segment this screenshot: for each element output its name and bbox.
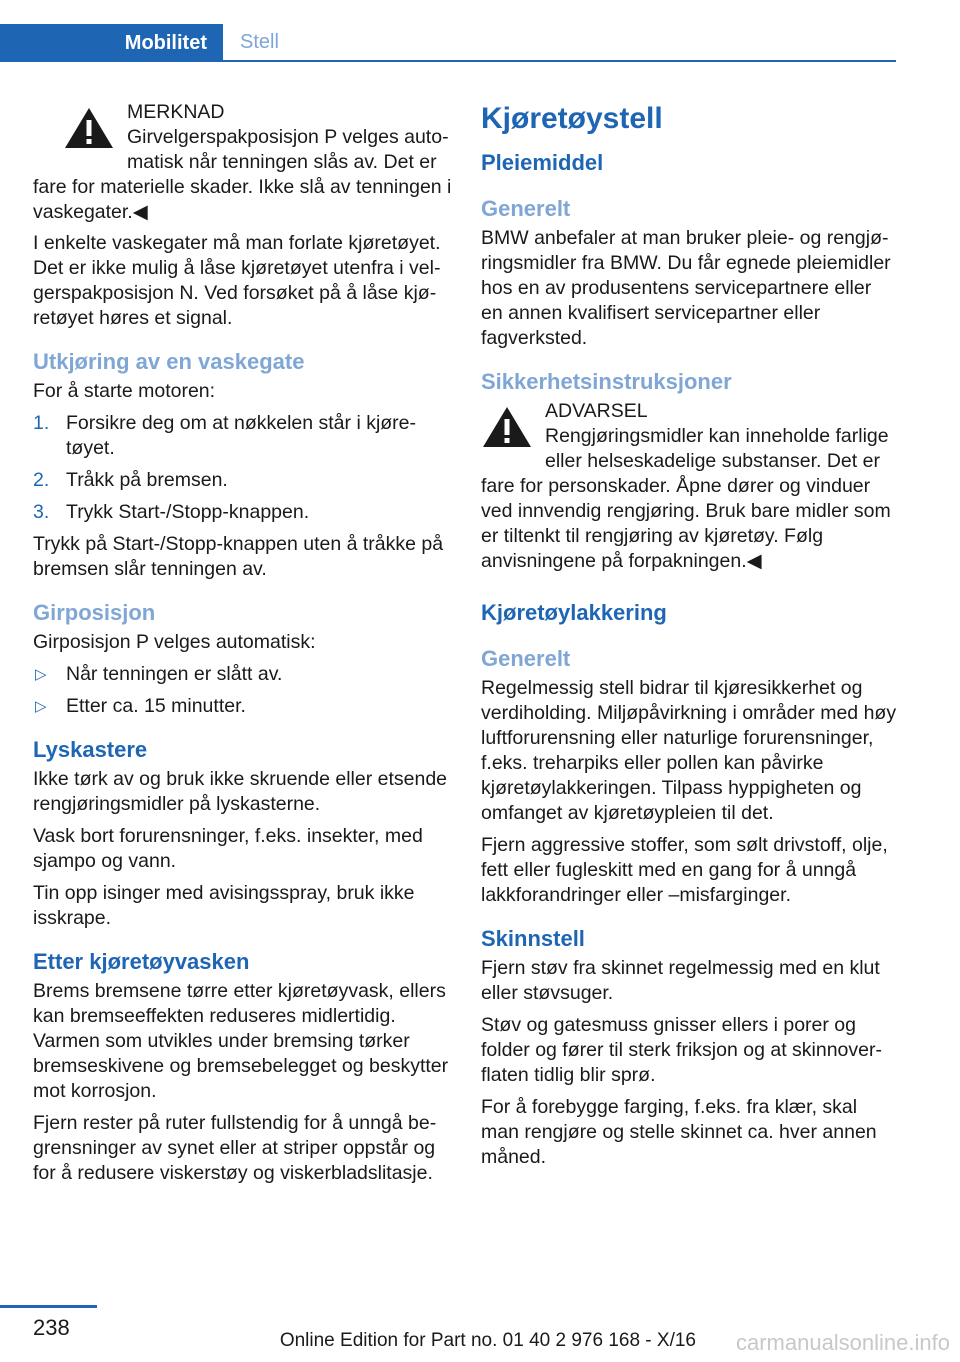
bullet-list [33,662,453,719]
paragraph-start: For å starte motoren: [33,380,216,402]
triangle-bullet-icon: ▷ [35,666,47,683]
heading-generelt-1: Generelt [481,196,571,221]
heading-etter-vask: Etter kjøretøyvasken [33,949,250,974]
heading-kjoretoystell: Kjøretøystell [481,102,663,135]
heading-lyskastere: Lyskastere [33,737,148,762]
tab-stell[interactable]: Stell [240,30,279,53]
warning-text: Rengjøringsmidler kan inneholde farlige eller helseskadelige substanser. Det er fare for personskader. Åpne dører og vinduer ved innvendig rengjøring. Bruk bare midler som er tiltenkt til rengjøring av kjøretøy. Følg anvisningene på forpakningen.◀ [481,425,891,572]
note-box [33,100,453,225]
footer-rule [0,1305,97,1308]
heading-generelt-2: Generelt [481,646,571,671]
heading-lakkering: Kjøretøylakkering [481,600,667,625]
warning-title: ADVARSEL [545,400,648,422]
triangle-bullet-icon: ▷ [35,698,47,715]
heading-girposisjon: Girposisjon [33,600,156,625]
watermark: carmanualsonline.info [735,1330,950,1355]
list-item: 1. Forsikre deg om at nøkkelen står i kjøretøyet. [33,412,417,459]
warning-icon [481,405,533,449]
paragraph-intro: I enkelte vaskegater må man forlate kjøretøyet. Det er ikke mulig å låse kjøretøyet utenfra i velgerspakposisjon N. Ved forsøket på å låse kjøretøyet høres et signal. [33,232,441,329]
page-number: 238 [33,1315,70,1340]
paragraph-lys-2: Vask bort forurensninger, f.eks. insekter, med sjampo og vann. [33,825,423,872]
paragraph-lys-1: Ikke tørk av og bruk ikke skruende eller etsende rengjøringsmidler på lyskasterne. [33,768,448,815]
heading-utkjoring: Utkjøring av en vaskegate [33,349,305,374]
chapter-tabbar [0,24,896,62]
paragraph-skinn-1: Fjern støv fra skinnet regelmessig med en klut eller støvsuger. [481,957,880,1004]
tabbar-divider [0,60,896,62]
list-item: ▷ Etter ca. 15 minutter. [35,695,246,717]
left-column [33,100,453,1193]
paragraph-etter-1: Brems bremsene tørre etter kjøretøyvask, ellers kan bremseeffekten reduseres midlertidig. Varmen som utvikles under bremsing tørker bremseskivene og bremsebelegget og beskytter mot korrosjon. [33,980,449,1102]
paragraph-tenning: Trykk på Start-/Stopp-knappen uten å tråkke på bremsen slår tenningen av. [33,533,444,580]
steps-list [33,411,453,525]
list-item: ▷ Når tenningen er slått av. [35,663,283,685]
note-text: Girvelgerspakposisjon P velges automatisk når tenningen slås av. Det er fare for materielle skader. Ikke slå av tenningen i vaskegater.◀ [33,126,452,223]
warning-box [481,399,897,574]
paragraph-skinn-2: Støv og gatesmuss gnisser ellers i porer og folder og fører til sterk friksjon og at skinnoverflaten tidlig blir sprø. [481,1014,882,1086]
paragraph-skinn-3: For å forebygge farging, f.eks. fra klær, skal man rengjøre og stelle skinnet ca. hver annen måned. [481,1096,877,1168]
note-title: MERKNAD [127,101,225,123]
paragraph-girposisjon: Girposisjon P velges automatisk: [33,631,316,653]
heading-skinnstell: Skinnstell [481,926,585,951]
warning-icon [63,106,115,150]
heading-sikkerhet: Sikkerhetsinstruksjoner [481,369,732,394]
right-column [481,100,897,1177]
list-item: 2. Tråkk på bremsen. [33,469,228,491]
heading-pleiemiddel: Pleiemiddel [481,150,604,175]
paragraph-lys-3: Tin opp isinger med avisingsspray, bruk ikke isskrape. [33,882,415,929]
paragraph-generelt-1: BMW anbefaler at man bruker pleie- og rengjøringsmidler fra BMW. Du får egnede pleiemidler hos en av produsentens servicepartnere eller en annen kvalifisert servicepartner eller fagverksted. [481,227,891,349]
paragraph-lakk-2: Fjern aggressive stoffer, som sølt drivstoff, olje, fett eller fugleskitt med en gang for å unngå lakkforandringer eller –misfarginger. [481,834,888,906]
list-item: 3. Trykk Start-/Stopp-knappen. [33,501,310,523]
edition-text: Online Edition for Part no. 01 40 2 976 168 - X/16 [279,1330,696,1351]
tab-mobilitet[interactable]: Mobilitet [0,24,223,62]
paragraph-etter-2: Fjern rester på ruter fullstendig for å unngå begrensninger av synet eller at striper oppstår og for å redusere viskerstøy og viskerbladslitasje. [33,1112,437,1184]
paragraph-lakk-1: Regelmessig stell bidrar til kjøresikkerhet og verdiholding. Miljøpåvirkning i områder med høy luftforurensning eller naturlige forurensninger, f.eks. treharpiks eller pollen kan påvirke kjøretøylakkeringen. Tilpass hyppigheten og omfanget av kjøretøypleien til det. [481,677,897,824]
